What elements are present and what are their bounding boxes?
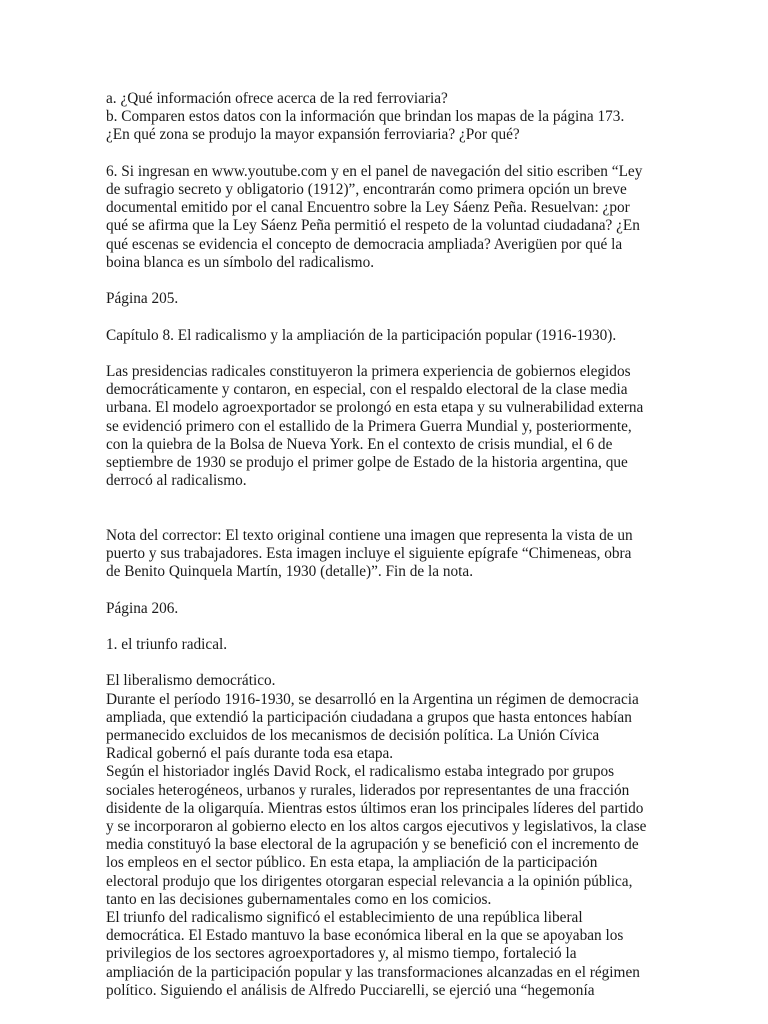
text-line: Las presidencias radicales constituyeron la primera experiencia de gobiernos elegidos bbox=[106, 362, 631, 380]
text-line: de Benito Quinquela Martín, 1930 (detalle)”. Fin de la nota. bbox=[106, 563, 474, 581]
text-line: se evidenció primero con el estallido de la Primera Guerra Mundial y, posteriormente, bbox=[106, 417, 632, 435]
text-line: ¿En qué zona se produjo la mayor expansión ferroviaria? ¿Por qué? bbox=[106, 126, 520, 144]
document-text bbox=[106, 90, 666, 1000]
text-line: El liberalismo democrático. bbox=[106, 672, 276, 690]
body-paragraph bbox=[106, 763, 666, 909]
text-line: electoral produjo que los dirigentes otorgaran especial relevancia a la opinión pública, bbox=[106, 872, 633, 890]
text-line: Durante el período 1916-1930, se desarrolló en la Argentina un régimen de democracia bbox=[106, 690, 639, 708]
text-line: Nota del corrector: El texto original contiene una imagen que representa la vista de un bbox=[106, 526, 633, 544]
text-line: media constituyó la base electoral de la agrupación y se benefició con el incremento de bbox=[106, 836, 639, 854]
text-line: democráticamente y contaron, en especial, con el respaldo electoral de la clase media bbox=[106, 381, 628, 399]
text-line: puerto y sus trabajadores. Esta imagen incluye el siguiente epígrafe “Chimeneas, obra bbox=[106, 545, 632, 562]
text-line: sociales heterogéneos, urbanos y rurales, liderados por representantes de una fracción bbox=[106, 781, 630, 799]
text-line: disidente de la oligarquía. Mientras estos últimos eran los principales líderes del partido bbox=[106, 799, 644, 817]
text-line: permanecido excluidos de los mecanismos de decisión política. La Unión Cívica bbox=[106, 726, 600, 744]
text-line: de sufragio secreto y obligatorio (1912)”, encontrarán como primera opción un breve bbox=[106, 181, 627, 198]
text-line: tanto en las decisiones gubernamentales como en los comicios. bbox=[106, 890, 492, 908]
text-line: b. Comparen estos datos con la información que brindan los mapas de la página 173. bbox=[106, 108, 625, 126]
text-line: boina blanca es un símbolo del radicalismo. bbox=[106, 253, 375, 271]
text-line: qué escenas se evidencia el concepto de democracia ampliada? Averigüen por qué la bbox=[106, 235, 623, 253]
text-line: con la quiebra de la Bolsa de Nueva York. En el contexto de crisis mundial, el 6 de bbox=[106, 435, 613, 453]
body-paragraph bbox=[106, 691, 666, 764]
corrector-note-paragraph bbox=[106, 527, 666, 582]
intro-paragraph bbox=[106, 363, 666, 490]
text-line: Capítulo 8. El radicalismo y la ampliación de la participación popular (1916-1930). bbox=[106, 326, 617, 344]
page-205-marker bbox=[106, 290, 666, 308]
section-1-title bbox=[106, 636, 666, 654]
text-line: qué se afirma que la Ley Sáenz Peña permitió el respeto de la voluntad ciudadana? ¿En bbox=[106, 217, 640, 235]
text-line: político. Siguiendo el análisis de Alfredo Pucciarelli, se ejerció una “hegemonía bbox=[106, 981, 595, 999]
text-line: derrocó al radicalismo. bbox=[106, 472, 247, 490]
text-line: Página 206. bbox=[106, 599, 179, 617]
text-line: documental emitido por el canal Encuentro sobre la Ley Sáenz Peña. Resuelvan: ¿por bbox=[106, 199, 630, 217]
text-line: 1. el triunfo radical. bbox=[106, 635, 228, 653]
text-line: Radical gobernó el país durante toda esa etapa. bbox=[106, 745, 394, 763]
text-line: los empleos en el sector público. En esta etapa, la ampliación de la participación bbox=[106, 854, 598, 872]
questions-ab-paragraph bbox=[106, 90, 666, 145]
text-line: septiembre de 1930 se produjo el primer golpe de Estado de la historia argentina, que bbox=[106, 454, 628, 471]
text-line: ampliada, que extendió la participación ciudadana a grupos que hasta entonces habían bbox=[106, 708, 632, 726]
text-line: y se incorporaron al gobierno electo en los altos cargos ejecutivos y legislativos, la clase bbox=[106, 818, 647, 835]
text-line: Página 205. bbox=[106, 290, 179, 308]
text-line: 6. Si ingresan en www.youtube.com y en el panel de navegación del sitio escriben “Ley bbox=[106, 162, 643, 180]
text-line: a. ¿Qué información ofrece acerca de la red ferroviaria? bbox=[106, 90, 448, 107]
text-line: privilegios de los sectores agroexportadores y, al mismo tiempo, fortaleció la bbox=[106, 945, 577, 963]
page-206-marker bbox=[106, 600, 666, 618]
text-line: ampliación de la participación popular y las transformaciones alcanzadas en el régimen bbox=[106, 963, 640, 981]
text-line: El triunfo del radicalismo significó el establecimiento de una república liberal bbox=[106, 909, 583, 927]
text-line: urbana. El modelo agroexportador se prolongó en esta etapa y su vulnerabilidad externa bbox=[106, 399, 644, 417]
text-line: Según el historiador inglés David Rock, el radicalismo estaba integrado por grupos bbox=[106, 763, 615, 781]
text-line: democrática. El Estado mantuvo la base económica liberal en la que se apoyaban los bbox=[106, 927, 624, 945]
chapter-8-title bbox=[106, 327, 666, 345]
question-6-paragraph bbox=[106, 163, 666, 272]
body-paragraph bbox=[106, 909, 666, 1000]
liberalism-heading bbox=[106, 672, 666, 690]
